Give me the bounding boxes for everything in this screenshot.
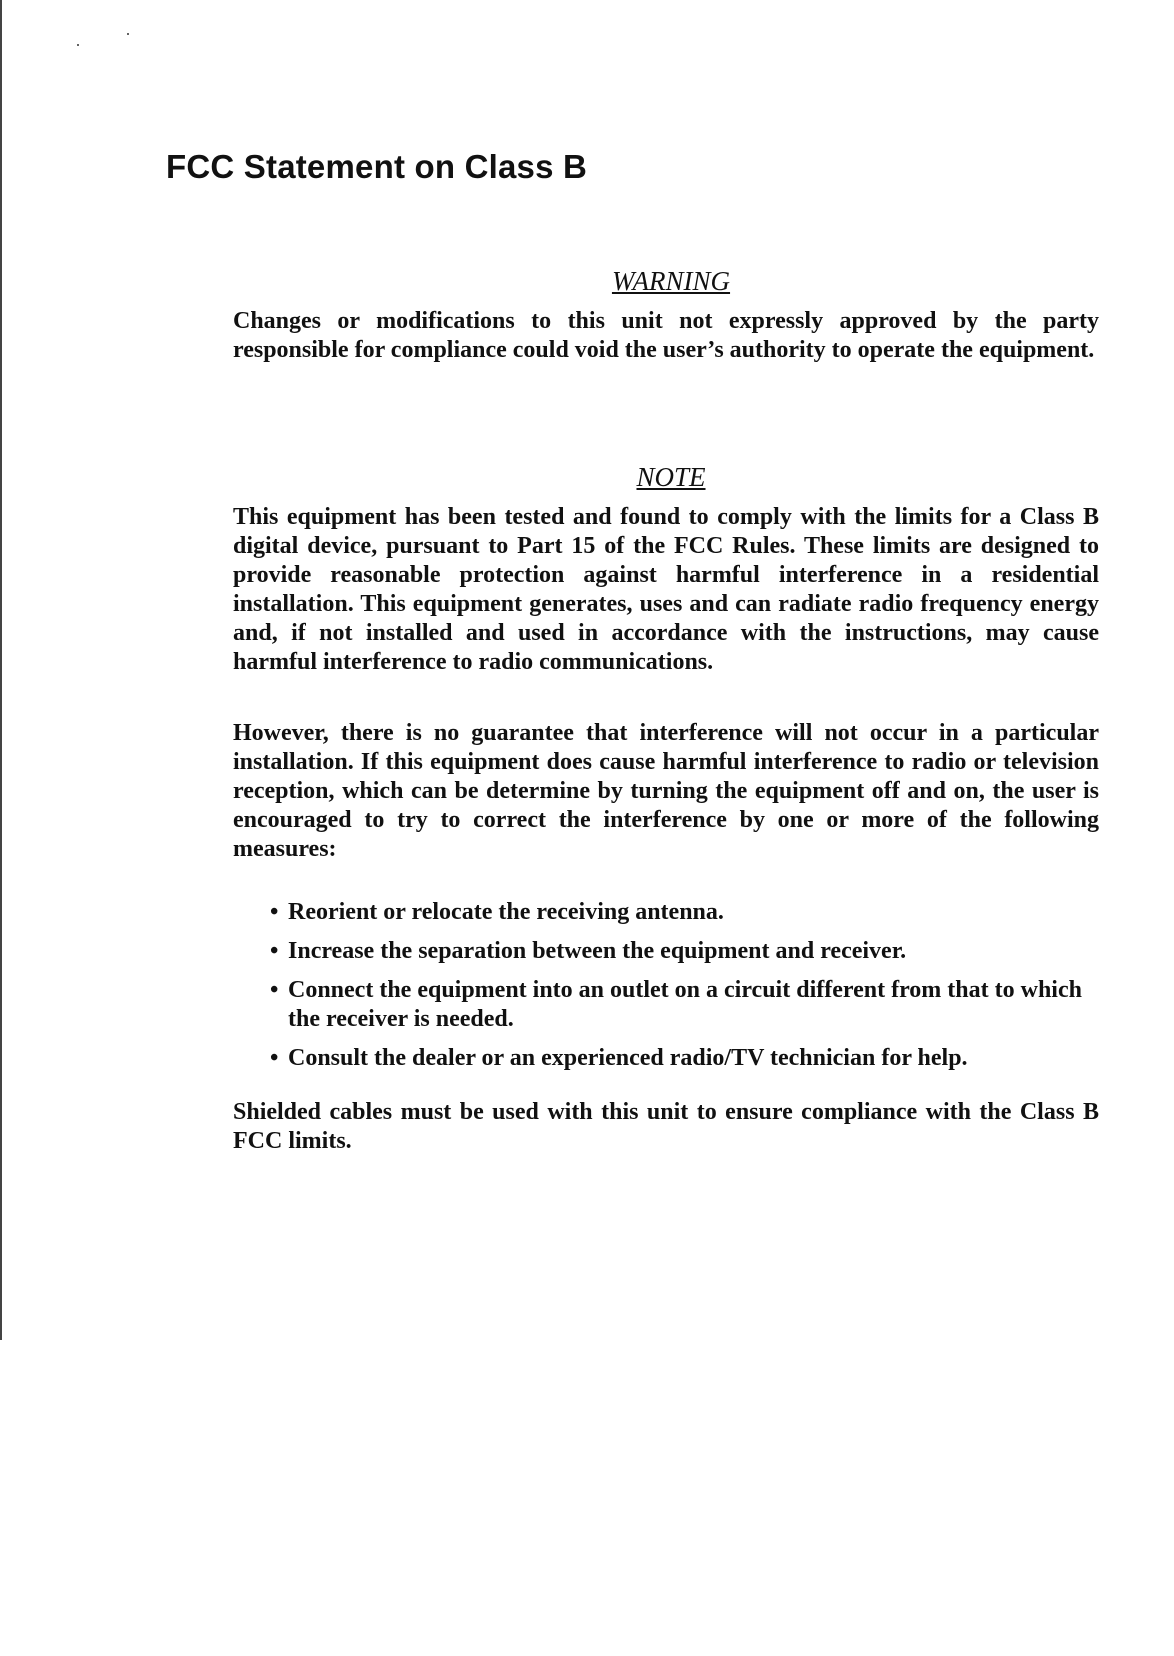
warning-heading: WARNING (611, 266, 731, 296)
scan-speck (127, 33, 129, 35)
closing-text: Shielded cables must be used with this unit to ensure compliance with the Class B FCC limits. (233, 1099, 1099, 1154)
note-paragraph-2: However, there is no guarantee that interference will not occur in a particular installation. If this equipment does cause harmful interference to radio or television reception, which can be determine by turning the equipment off and on, the user is encouraged to try to correct the interference by one or more of the following measures: (233, 720, 1099, 862)
scan-edge (0, 0, 2, 1340)
list-item (270, 898, 1099, 927)
bullet-icon: • (270, 977, 279, 1003)
list-item (270, 937, 1099, 966)
interference-section (233, 719, 1099, 864)
note-paragraph-1: This equipment has been tested and found to comply with the limits for a Class B digital device, pursuant to Part 15 of the FCC Rules. These limits are designed to provide reasonable protection against harmful interference in a residential installation. This equipment generates, uses and can radiate radio frequency energy and, if not installed and used in accordance with the instructions, may cause harmful interference to radio communications. (233, 504, 1099, 675)
page-title: FCC Statement on Class B (166, 148, 588, 185)
note-heading: NOTE (636, 462, 706, 492)
bullet-icon: • (270, 938, 279, 964)
bullet-icon: • (270, 899, 279, 925)
list-item (270, 976, 1099, 1034)
scan-speck (77, 44, 79, 46)
warning-text: Changes or modifications to this unit not expressly approved by the party responsible for compliance could void the user’s authority to operate the equipment. (233, 308, 1099, 363)
closing-section (233, 1098, 1099, 1156)
note-section (233, 460, 1099, 677)
measure-text: Reorient or relocate the receiving antenna. (288, 899, 724, 925)
list-item (270, 1044, 1099, 1073)
measures-list (270, 898, 1099, 1083)
bullet-icon: • (270, 1045, 279, 1071)
warning-section (233, 264, 1099, 365)
measure-text: Consult the dealer or an experienced radio/TV technician for help. (288, 1045, 968, 1071)
measure-text: Increase the separation between the equipment and receiver. (288, 938, 907, 964)
measure-text: Connect the equipment into an outlet on a circuit different from that to which the receiver is needed. (288, 977, 1082, 1032)
